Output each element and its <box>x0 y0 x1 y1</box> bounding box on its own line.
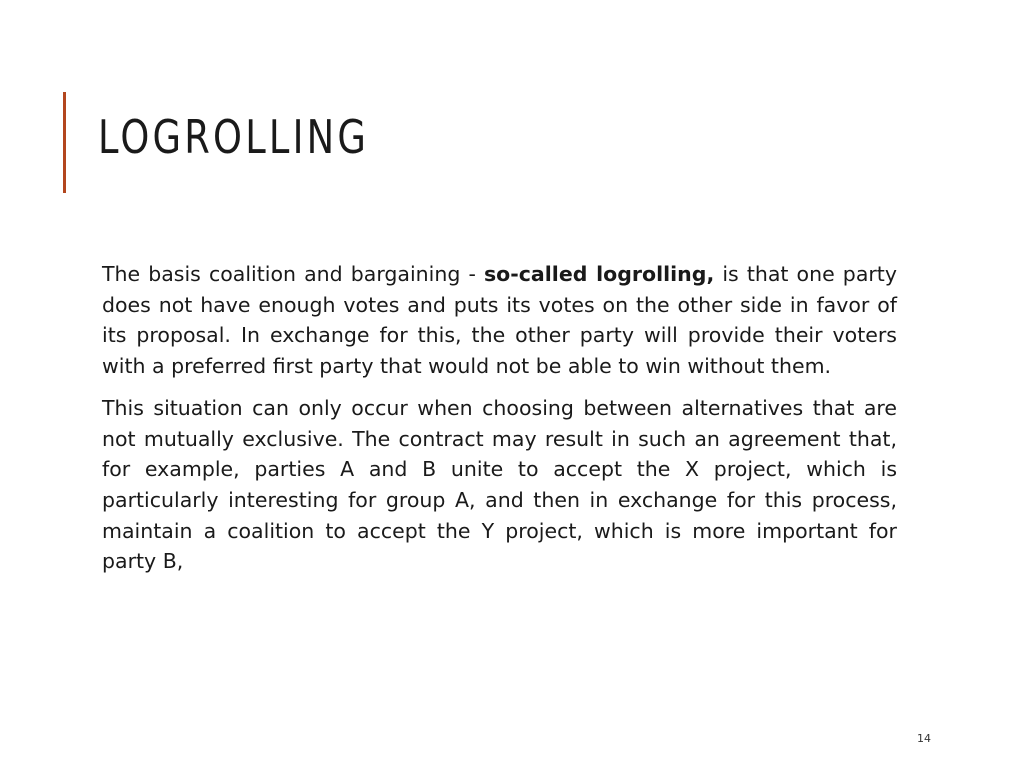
paragraph-1-rest: is that one party does not have enough votes and puts its votes on the other side in favor of its proposal. In exchange for this, the other party will provide their voters with a preferred first party that would not be able to win without them. <box>102 262 897 379</box>
slide-title: LOGROLLING <box>98 110 370 164</box>
paragraph-2: This situation can only occur when choosing between alternatives that are not mutually exclusive. The contract may result in such an agreement that, for example, parties A and B unite to accept the X project, which is particularly interesting for group A, and then in exchange for this process, maintain a coalition to accept the Y project, which is more important for party B, <box>102 395 897 574</box>
paragraph-1-bold-term: so-called logrolling, <box>483 262 715 286</box>
slide-body <box>102 259 897 588</box>
paragraph-1-intro: The basis coalition and bargaining - <box>102 262 484 286</box>
title-accent-bar <box>63 92 66 193</box>
paragraph-1 <box>102 259 897 382</box>
page-number: 14 <box>917 732 931 745</box>
